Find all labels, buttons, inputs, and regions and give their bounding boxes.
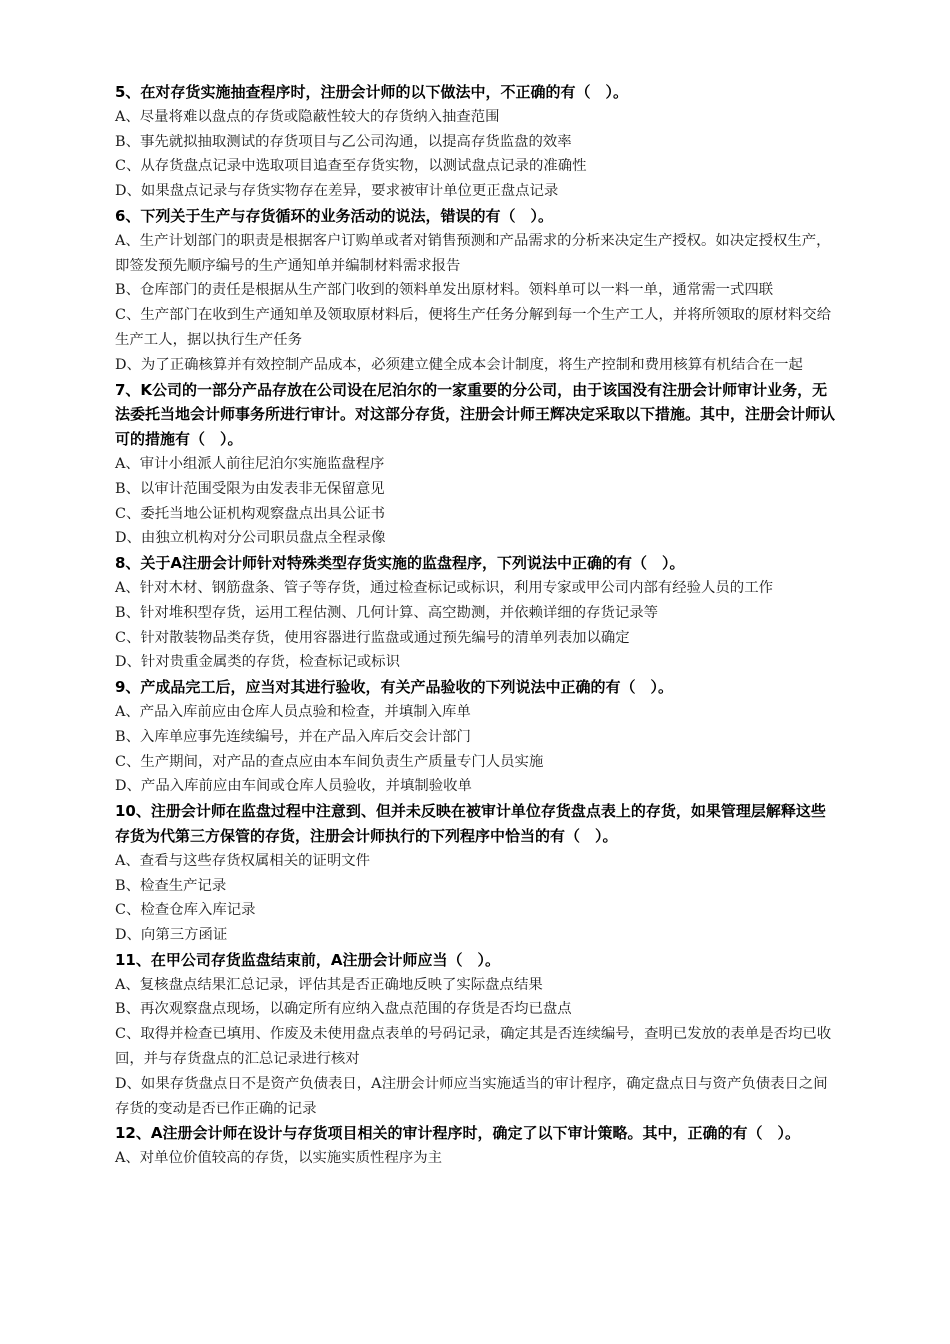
- question-option: B、再次观察盘点现场，以确定所有应纳入盘点范围的存货是否均已盘点: [115, 1001, 572, 1018]
- question-option: D、为了正确核算并有效控制产品成本，必须建立健全成本会计制度，将生产控制和费用核算有机结合在一起: [115, 356, 803, 373]
- question-block: [115, 1121, 837, 1171]
- question-option: B、仓库部门的责任是根据从生产部门收到的领料单发出原材料。领料单可以一料一单，通常需一式四联: [115, 282, 774, 299]
- question-option: A、复核盘点结果汇总记录，评估其是否正确地反映了实际盘点结果: [115, 976, 543, 993]
- question-title: 7、K公司的一部分产品存放在公司设在尼泊尔的一家重要的分公司，由于该国没有注册会计师审计业务，无法委托当地会计师事务所进行审计。对这部分存货，注册会计师王辉决定采取以下措施。其中，注册会计师认可的措施有（ ）。: [115, 380, 836, 449]
- document-body: [115, 80, 837, 1171]
- question-title: 12、A注册会计师在设计与存货项目相关的审计程序时，确定了以下审计策略。其中，正确的有（ ）。: [115, 1124, 800, 1143]
- question-option: D、如果存货盘点日不是资产负债表日，A注册会计师应当实施适当的审计程序，确定盘点日与资产负债表日之间存货的变动是否已作正确的记录: [115, 1075, 828, 1117]
- question-option: B、检查生产记录: [115, 877, 227, 894]
- question-block: [115, 204, 837, 378]
- question-block: [115, 799, 837, 948]
- question-title: 9、产成品完工后，应当对其进行验收，有关产品验收的下列说法中正确的有（ ）。: [115, 678, 673, 697]
- question-option: B、针对堆积型存货，运用工程估测、几何计算、高空勘测，并依赖详细的存货记录等: [115, 604, 659, 621]
- question-option: B、事先就拟抽取测试的存货项目与乙公司沟通，以提高存货监盘的效率: [115, 133, 572, 150]
- question-option: D、针对贵重金属类的存货，检查标记或标识: [115, 654, 400, 671]
- question-option: D、如果盘点记录与存货实物存在差异，要求被审计单位更正盘点记录: [115, 183, 559, 200]
- question-option: A、尽量将难以盘点的存货或隐蔽性较大的存货纳入抽查范围: [115, 108, 500, 125]
- question-option: A、审计小组派人前往尼泊尔实施监盘程序: [115, 455, 385, 472]
- question-block: [115, 675, 837, 799]
- question-option: C、检查仓库入库记录: [115, 902, 256, 919]
- question-option: A、对单位价值较高的存货，以实施实质性程序为主: [115, 1150, 442, 1167]
- question-option: D、向第三方函证: [115, 927, 228, 944]
- question-option: C、生产期间，对产品的查点应由本车间负责生产质量专门人员实施: [115, 753, 544, 770]
- question-block: [115, 80, 837, 204]
- question-option: D、产品入库前应由车间或仓库人员验收，并填制验收单: [115, 778, 472, 795]
- question-option: C、取得并检查已填用、作废及未使用盘点表单的号码记录，确定其是否连续编号，查明已发放的表单是否均已收回，并与存货盘点的汇总记录进行核对: [115, 1026, 832, 1068]
- question-title: 8、关于A注册会计师针对特殊类型存货实施的监盘程序，下列说法中正确的有（ ）。: [115, 554, 685, 573]
- question-title: 5、在对存货实施抽查程序时，注册会计师的以下做法中，不正确的有（ ）。: [115, 83, 628, 101]
- question-option: A、生产计划部门的职责是根据客户订购单或者对销售预测和产品需求的分析来决定生产授权。如决定授权生产，即签发预先顺序编号的生产通知单并编制材料需求报告: [115, 232, 831, 274]
- question-option: C、生产部门在收到生产通知单及领取原材料后，便将生产任务分解到每一个生产工人，并将所领取的原材料交给生产工人，据以执行生产任务: [115, 307, 832, 348]
- question-option: C、委托当地公证机构观察盘点出具公证书: [115, 505, 386, 522]
- question-block: [115, 948, 837, 1122]
- question-option: C、针对散装物品类存货，使用容器进行监盘或通过预先编号的清单列表加以确定: [115, 629, 630, 646]
- question-title: 6、下列关于生产与存货循环的业务活动的说法，错误的有（ ）。: [115, 206, 553, 225]
- question-option: D、由独立机构对分公司职员盘点全程录像: [115, 530, 386, 547]
- question-option: A、查看与这些存货权属相关的证明文件: [115, 852, 371, 869]
- question-block: [115, 551, 837, 675]
- question-title: 10、注册会计师在监盘过程中注意到、但并未反映在被审计单位存货盘点表上的存货，如果管理层解释这些存货为代第三方保管的存货，注册会计师执行的下列程序中恰当的有（ ）。: [115, 802, 826, 845]
- question-block: [115, 378, 837, 552]
- question-title: 11、在甲公司存货监盘结束前，A注册会计师应当（ ）。: [115, 950, 500, 969]
- question-option: C、从存货盘点记录中选取项目追查至存货实物，以测试盘点记录的准确性: [115, 158, 587, 175]
- question-option: A、产品入库前应由仓库人员点验和检查，并填制入库单: [115, 703, 471, 720]
- question-option: B、入库单应事先连续编号，并在产品入库后交会计部门: [115, 728, 471, 745]
- question-option: A、针对木材、钢筋盘条、管子等存货，通过检查标记或标识，利用专家或甲公司内部有经验人员的工作: [115, 579, 773, 596]
- question-option: B、以审计范围受限为由发表非无保留意见: [115, 480, 385, 497]
